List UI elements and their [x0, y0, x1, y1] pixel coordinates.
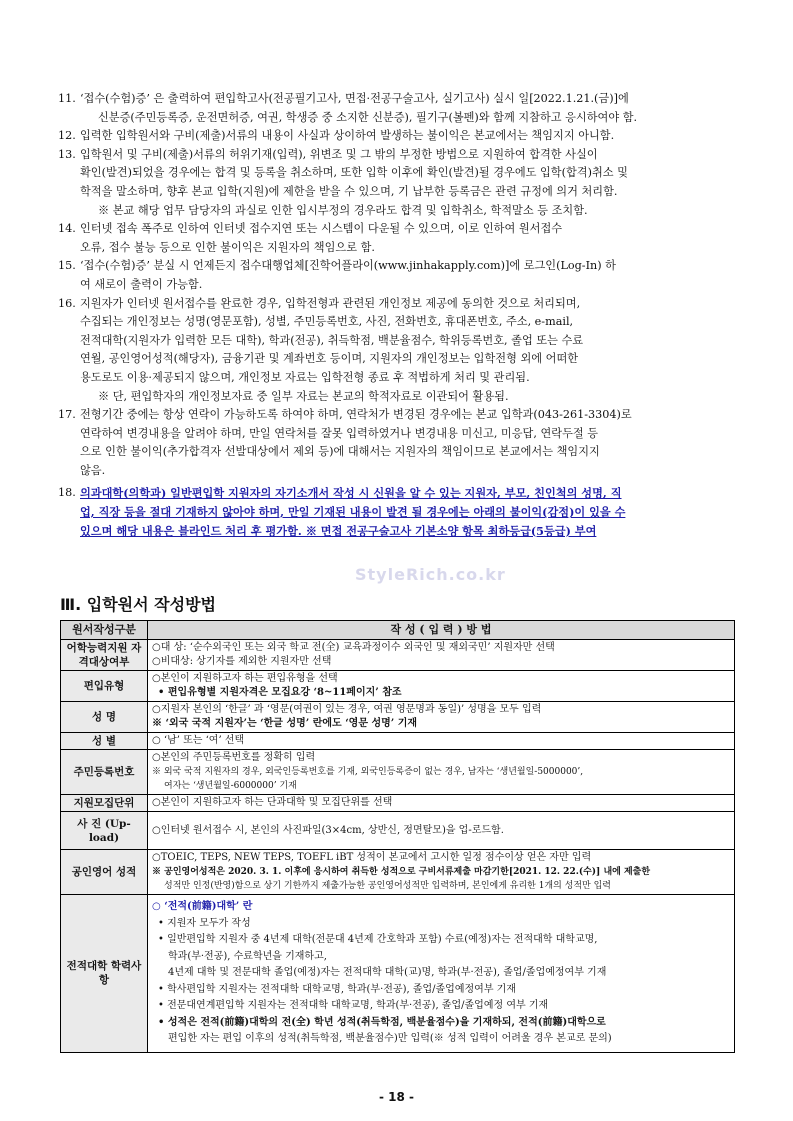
section-title: Ⅲ. 입학원서 작성방법	[60, 595, 216, 614]
table-row	[61, 733, 735, 750]
row-label: 사 진 (Up-load)	[61, 812, 148, 850]
row-label: 전적대학 학력사항	[61, 895, 148, 1053]
note-15: 15. ‘접수(수험)증’ 분실 시 언제든지 접수대행업체[진학어플라이(www.jinhakapply.com)]에 로그인(Log-In) 하 여 새로이 출력이 가능함.	[58, 259, 616, 291]
row-label: 지원모집단위	[61, 795, 148, 812]
row-content: ○지원자 본인의 ‘한글’ 과 ‘영문(여권이 있는 경우, 여권 영문명과 동일)’ 성명을 모두 입력 ※ ‘외국 국적 지원자’는 ‘한글 성명’ 란에도 ‘영문 성명’ 기재	[148, 702, 735, 733]
row-content: ○ ‘전적(前籍)대학’ 란 • 지원자 모두가 작성 • 일반편입학 지원자 중 4년제 대학(전문대 4년제 간호학과 포함) 수료(예정)자는 전적대학 대학교명, 학과(부·전공), 수료학년을 기재하고, 4년제 대학 및 전문대학 졸업(예정)자는 전적대학 대학(교)명, 학과(부·전공), 졸업/졸업예정여부 기재 • 학사편입학 지원자는 전적대학 대학교명, 학과(부·전공), 졸업/졸업예정여부 기재 • 전문대연계편입학 지원자는 전적대학 대학교명, 학과(부·전공), 졸업/졸업예정 여부 기재 • 성적은 전적(前籍)대학의 전(全) 학년 성적(취득학점, 백분율점수)을 기재하되, 전적(前籍)대학으로 편입한 자는 편입 이후의 성적(취득학점, 백분율점수)만 입력(※ 성적 입력이 어려울 경우 본교로 문의)	[148, 895, 735, 1053]
table-header-row	[61, 621, 735, 640]
table-row	[61, 812, 735, 850]
page-number: - 18 -	[378, 1090, 414, 1104]
row-content: ○TOEIC, TEPS, NEW TEPS, TOEFL iBT 성적이 본교에서 고시한 일정 점수이상 얻은 자만 입력 ※ 공인영어성적은 2020. 3. 1. 이후에 응시하여 취득한 성적으로 구비서류제출 마감기한[2021. 12. 22.(수)] 내에 제출한 성적만 인정(반영)함으로 상기 기한까지 제출가능한 공인영어성적만 입력하며, 본인에게 유리한 1개의 성적만 입력	[148, 850, 735, 895]
table-row	[61, 702, 735, 733]
row-label: 주민등록번호	[61, 750, 148, 795]
note-16: 16. 지원자가 인터넷 원서접수를 완료한 경우, 입학전형과 관련된 개인정보 제공에 동의한 것으로 처리되며, 수집되는 개인정보는 성명(영문포함), 성별, 주민등록번호, 사진, 전화번호, 휴대폰번호, 주소, e-mail, 전적대학(지원자가 입력한 모든 대학), 학과(전공), 취득학점, 백분율점수, 학위등록번호, 졸업 또는 수료 연월, 공인영어성적(해당자), 금융기관 및 계좌번호 등이며, 지원자의 개인정보는 입학전형 외에 어떠한 용도로도 이용·제공되지 않으며, 개인정보 자료는 입학전형 종료 후 적법하게 처리 및 관리됨. ※ 단, 편입학자의 개인정보자료 중 일부 자료는 본교의 학적자료로 이관되어 활용됨.	[58, 296, 584, 403]
table-row	[61, 795, 735, 812]
row-content: ○본인이 지원하고자 하는 편입유형을 선택 • 편입유형별 지원자격은 모집요강 ‘8~11페이지’ 참조	[148, 671, 735, 702]
table-row	[61, 750, 735, 795]
row-label: 편입유형	[61, 671, 148, 702]
row-label: 성 명	[61, 702, 148, 733]
row-content: ○본인이 지원하고자 하는 단과대학 및 모집단위를 선택	[148, 795, 735, 812]
header-category: 원서작성구분	[61, 621, 148, 640]
header-method: 작 성 ( 입 력 ) 방 법	[148, 621, 735, 640]
table-row	[61, 895, 735, 1053]
row-label: 어학능력지원 자격대상여부	[61, 640, 148, 671]
note-14: 14. 인터넷 접속 폭주로 인하여 인터넷 접수지연 또는 시스템이 다운될 수 있으며, 이로 인하여 원서접수 오류, 접수 불능 등으로 인한 불이익은 지원자의 책임으로 함.	[58, 222, 563, 254]
note-13: 13. 입학원서 및 구비(제출)서류의 허위기재(입력), 위변조 및 그 밖의 부정한 방법으로 지원하여 합격한 사실이 확인(발견)되었을 경우에는 합격 및 등록을 취소하며, 또한 입학 이후에 확인(발견)될 경우에도 입학(합격)취소 및 학적을 말소하며, 향후 본교 입학(지원)에 제한을 받을 수 있으며, 기 납부한 등록금은 관련 규정에 의거 처리함. ※ 본교 해당 업무 담당자의 과실로 인한 입시부정의 경우라도 합격 및 입학취소, 학적말소 등 조치함.	[58, 147, 628, 217]
notes-list	[58, 90, 738, 540]
watermark: StyleRich.co.kr	[355, 565, 506, 584]
row-content: ○대 상: ‘순수외국인 또는 외국 학교 전(全) 교육과정이수 외국인 및 재외국민’ 지원자만 선택 ○비대상: 상기자를 제외한 지원자만 선택	[148, 640, 735, 671]
note-17: 17. 전형기간 중에는 항상 연락이 가능하도록 하여야 하며, 연락처가 변경된 경우에는 본교 입학과(043-261-3304)로 연락하여 변경내용을 알려야 하며, 만일 연락처를 잘못 입력하였거나 변경내용 미신고, 미응답, 연락두절 등 으로 인한 불이익(추가합격자 선발대상에서 제외 등)에 대해서는 지원자의 책임이므로 본교에서는 책임지지 않음.	[58, 408, 632, 477]
row-label: 공인영어 성적	[61, 850, 148, 895]
row-content: ○인터넷 원서접수 시, 본인의 사진파일(3×4cm, 상반신, 정면탈모)을 업-로드함.	[148, 812, 735, 850]
note-11: 11. ‘접수(수험)증’ 은 출력하여 편입학고사(전공필기고사, 면접·전공구술고사, 실기고사) 실시 일[2022.1.21.(금)]에 신분증(주민등록증, 운전면허증, 여권, 학생증 중 소지한 신분증), 필기구(볼펜)와 함께 지참하고 응시하여야 함.	[58, 92, 638, 124]
table-row	[61, 640, 735, 671]
note-18: 18. 의과대학(의학과) 일반편입학 지원자의 자기소개서 작성 시 신원을 알 수 있는 지원자, 부모, 친인척의 성명, 직 업, 직장 등을 절대 기재하지 않아야 하며, 만일 기재된 내용이 발견 될 경우에는 아래의 불이익(감점)이 있을 수 있으며 해당 내용은 블라인드 처리 후 평가함. ※ 면접 전공구술고사 기본소양 항목 최하등급(5등급) 부여	[58, 486, 626, 538]
row-label: 성 별	[61, 733, 148, 750]
table-row	[61, 671, 735, 702]
table-row	[61, 850, 735, 895]
row-content: ○본인의 주민등록번호를 정확히 입력 ※ 외국 국적 지원자의 경우, 외국인등록번호를 기재, 외국인등록증이 없는 경우, 남자는 ‘생년월일-5000000’, 여자는 ‘생년월일-6000000’ 기재	[148, 750, 735, 795]
row-content: ○ ‘남’ 또는 ‘여’ 선택	[148, 733, 735, 750]
application-guide-table	[60, 620, 735, 1053]
note-12: 12. 입력한 입학원서와 구비(제출)서류의 내용이 사실과 상이하여 발생하는 불이익은 본교에서는 책임지지 아니함.	[58, 129, 615, 143]
